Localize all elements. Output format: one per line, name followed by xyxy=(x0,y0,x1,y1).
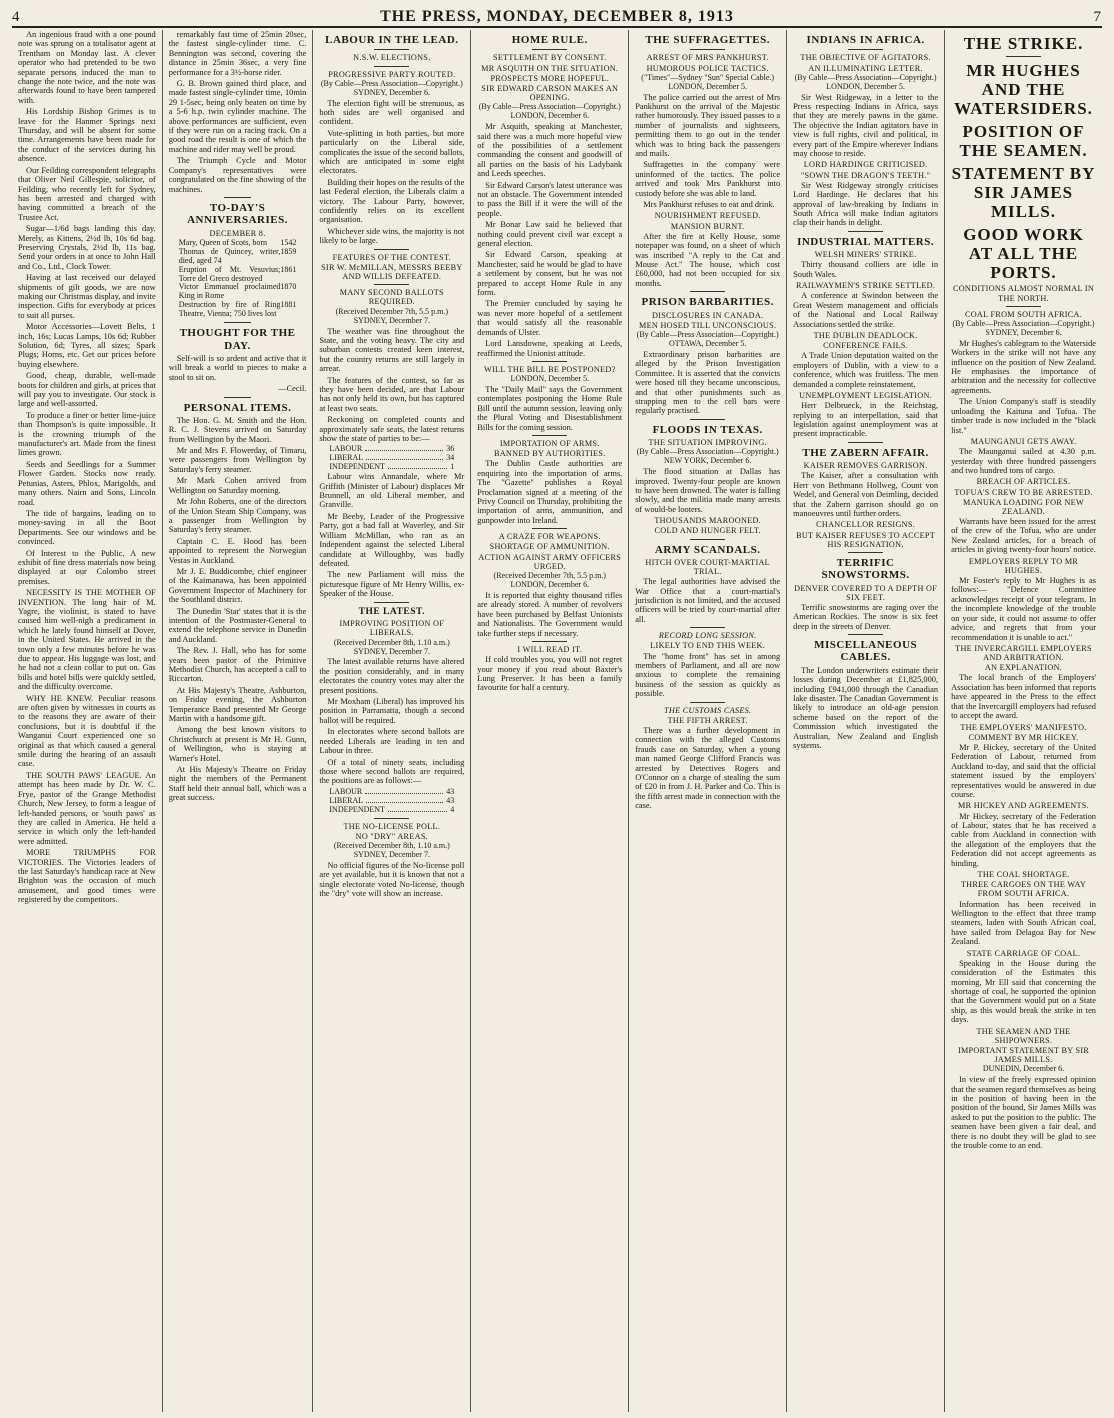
craze-subheading-2: ACTION AGAINST ARMY OFFICERS URGED. xyxy=(478,552,622,571)
breach-heading: BREACH OF ARTICLES. xyxy=(976,477,1071,487)
latest-table xyxy=(319,788,464,815)
railway-heading: RAILWAYMEN'S STRIKE SETTLED. xyxy=(795,281,936,291)
party-name: INDEPENDENT xyxy=(329,804,385,814)
column-5 xyxy=(629,30,787,1412)
zabern-subheading: KAISER REMOVES GARRISON. xyxy=(803,461,928,471)
leader-dots xyxy=(365,788,443,794)
zabern-text: The Kaiser, after a consultation with Herr von Bethmann Hollweg, Count von Wedel, and General von Deimling, decided that the Zabern garrison should go on manoeuvres until further orders. xyxy=(793,471,939,518)
article-paragraph: NECESSITY IS THE MOTHER OF INVENTION. The long hair of M. Yagre, the violinist, is stated to have caused him well-nigh a predicament in which he lately found himself at Dover, in the United States. He arrived in the town only a few minutes before he was due to appear. His luggage was lost, and he had not a clean collar to put on. Gas bills and hotel bills were quickly settled, and the difficulty overcome. xyxy=(18,588,156,692)
personal-heading: PERSONAL ITEMS. xyxy=(183,401,292,414)
anniversary-row xyxy=(169,248,307,266)
anniversary-row xyxy=(169,266,307,284)
coal-shortage-text: Information has been received in Wellington to the effect that three tramp steamers, laden with South African coal, have sailed from Delagoa Bay for New Zealand. xyxy=(951,899,1096,947)
mansion-text: After the fire at Kelly House, some notepaper was found, on a sheet of which was inscribed "A reply to the Cat and Mouse Act." The house, which cost £60,000, had not been occupied for six months. xyxy=(635,231,781,288)
record-subheading: LIKELY TO END THIS WEEK. xyxy=(650,641,766,651)
dateline: (By Cable—Press Association—Copyright.) SYDNEY, December 6. xyxy=(952,318,1095,337)
article-paragraph: At His Majesty's Theatre, Ashburton, on Friday evening, the Ashburton Temperance Band presented Mr George Martin with a handsome gift. xyxy=(168,685,307,724)
thought-author: —Cecil. xyxy=(278,384,307,394)
thousands-heading: THOUSANDS MAROONED. xyxy=(654,516,762,526)
ballots-paragraphs-2 xyxy=(319,472,464,598)
dateline: (By Cable—Press Association—Copyright.) LONDON, December 6. xyxy=(478,102,621,121)
dateline: LONDON, December 5. xyxy=(510,374,590,384)
hardinge-subheading: "SOWN THE DRAGON'S TEETH." xyxy=(800,170,931,180)
bill-heading: WILL THE BILL BE POSTPONED? xyxy=(484,364,616,374)
article-paragraph: Mr Mark Cohen arrived from Wellington on Saturday morning. xyxy=(168,476,307,495)
unemployment-text: Herr Delbrueck, in the Reichstag, replying to an interpellation, said that legislation against unemployment was at present impracticable. xyxy=(793,401,939,439)
customs-subheading: THE FIFTH ARREST. xyxy=(667,715,748,725)
article-paragraph: Of a total of ninety seats, including those where second ballots are required, the positions are as follows:— xyxy=(319,757,465,786)
anniversary-row xyxy=(169,301,307,319)
page-number-left: 4 xyxy=(12,9,21,25)
divider xyxy=(374,284,409,285)
prison-heading: PRISON BARBARITIES. xyxy=(641,296,774,309)
snowstorms-text: Terrific snowstorms are raging over the American Rockies. The snow is six feet deep in the streets of Denver. xyxy=(793,602,939,631)
snowstorms-subheading: DENVER COVERED TO A DEPTH OF SIX FEET. xyxy=(794,583,938,602)
nolicense-subheading: NO "DRY" AREAS. xyxy=(355,831,429,841)
dublin-text: A Trade Union deputation waited on the employers of Dublin, with a view to a conference, which was fruitless. The men demanded a complete reinstatement. xyxy=(793,351,939,389)
anniversary-event: Eruption of Mt. Vesuvius; Torre del Greco destroyed xyxy=(178,264,281,283)
article-paragraph: Seeds and Seedlings for a Summer Flower Garden. Stocks now ready. Petunias, Asters, Phlox, Marigolds, and many others. Nairn and Sons, Lincoln road. xyxy=(18,459,156,507)
article-paragraph: Among the best known visitors to Christchurch at present is Mr H. Gunn, of Wellington, who is staying at Warner's Hotel. xyxy=(168,725,307,763)
anniversary-event: Destruction by fire of Ring Theatre, Vienna; 750 lives lost xyxy=(178,300,281,319)
home-rule-subheading-4: SIR EDWARD CARSON MAKES AN OPENING. xyxy=(481,83,619,103)
indians-subheading: THE OBJECTIVE OF AGITATORS. xyxy=(800,53,931,63)
party-name: LIBERAL xyxy=(329,795,364,805)
latest-subheading: IMPROVING POSITION OF LIBERALS. xyxy=(339,619,445,638)
divider xyxy=(374,66,409,67)
dateline: ("Times"—Sydney "Sun" Special Cable.) LONDON, December 5. xyxy=(641,72,775,91)
article-paragraph: The Dunedin 'Star' states that it is the intention of the Postmaster-General to extend the telephone service in Dunedin and Auckland. xyxy=(168,606,307,644)
welsh-heading: WELSH MINERS' STRIKE. xyxy=(814,250,917,260)
misc-cables-heading: MISCELLANEOUS CABLES. xyxy=(814,639,918,664)
home-rule-subheading-3: PROSPECTS MORE HOPEFUL. xyxy=(490,73,610,83)
article-paragraph: His Lordship Bishop Grimes is to leave for the Hanmer Springs next Thursday, and will be absent for some time. Arrangements have been made for the conduct of the services during his absence. xyxy=(18,107,156,164)
dateline: DUNEDIN, December 6. xyxy=(982,1064,1065,1074)
article-paragraph: Reckoning on completed counts and approximately safe seats, the latest returns show the state of parties to be:— xyxy=(319,415,465,443)
divider xyxy=(690,49,725,50)
divider xyxy=(374,249,409,250)
labour-subheading-2: PROGRESSIVE PARTY ROUTED. xyxy=(328,69,456,79)
dateline: (Received December 7th, 5.5 p.m.) SYDNEY, December 7. xyxy=(335,306,449,325)
employers-text: Mr Foster's reply to Mr Hughes is as follows:— "Defence Committee acknowledges receipt of your telegram. In the incomplete knowledge of the trouble on your side, it could not assume to offer advice, and regrets that from your recommendation it is unable to act." xyxy=(951,576,1096,642)
article-paragraph: remarkably fast time of 25min 20sec, the fastest single-cylinder time. C. Bennington was second, covering the distance in 25min 36sec, a very fine performance for a 3½-horse rider. xyxy=(168,30,307,77)
craze-heading: A CRAZE FOR WEAPONS. xyxy=(498,532,601,542)
bill-text: The "Daily Mail" says the Government contemplates postponing the Home Rule Bill until the autumn session, leaving only the Plural Voting and Disestablishment Bills for the coming session. xyxy=(477,385,623,432)
hickey-heading: MR HICKEY AND AGREEMENTS. xyxy=(958,801,1089,811)
ballots-heading: MANY SECOND BALLOTS REQUIRED. xyxy=(339,288,444,307)
article-paragraph: Suffragettes in the company were uninformed of the tactics. The police arrived and took Mrs Pankhurst into custody before she was able to land. xyxy=(635,160,781,198)
divider xyxy=(224,397,252,398)
prison-text: Extraordinary prison barbarities are alleged by the Prison Investigation Committee. It is asserted that the convicts were hosed till they became unconscious, and that other punishments such as strapping men to the cell bars were regularly practised. xyxy=(635,349,781,416)
arms-text: The Dublin Castle authorities are enquiring into the importation of arms. The "Gazette" publishes a Royal Proclamation signed at a meeting of the Privy Council on Thursday, prohibiting the importation of arms, ammunition, and gunpowder into Ireland. xyxy=(477,459,623,525)
article-paragraph: Sir Edward Carson, speaking at Manchester, said he would be glad to have a settlement by consent, but he was not prepared to accept Home Rule in any form. xyxy=(477,250,623,298)
nolicense-heading: THE NO-LICENSE POLL. xyxy=(343,821,441,831)
article-paragraph: At His Majesty's Theatre on Friday night the members of the Permanent Staff held their annual ball, which was a great success. xyxy=(168,765,307,803)
divider xyxy=(532,641,567,642)
anniversary-row xyxy=(169,283,307,301)
article-paragraph: Captain C. E. Hood has been appointed to represent the Norwegian Vestas in Auckland. xyxy=(168,536,307,565)
manifesto-heading: THE EMPLOYERS' MANIFESTO. xyxy=(960,722,1087,732)
union-text: The Union Company's staff is steadily unloading the Kaituna and Tofua. The timber trade is now included in the "black list." xyxy=(951,397,1096,435)
zabern-heading: THE ZABERN AFFAIR. xyxy=(802,446,929,459)
seamen-heading: THE SEAMEN AND THE SHIPOWNERS. xyxy=(976,1026,1071,1045)
article-paragraph: Mr Beeby, Leader of the Progressive Party, got a bad fall at Waverley, and Sir William McMillan, who ran as an Independent against the selected Liberal candidate at Willoughby, was badly defeated. xyxy=(319,511,465,568)
labour-paragraphs xyxy=(319,99,464,246)
article-paragraph: Mr and Mrs F. Flowerday, of Timaru, were passengers from Wellington by Saturday's ferry steamer. xyxy=(168,446,307,474)
floods-subheading: THE SITUATION IMPROVING. xyxy=(648,438,767,448)
col2-paragraphs xyxy=(169,30,307,194)
army-text: The legal authorities have advised the War Office that a court-martial's jurisdiction is not limited, and the accused officers will be tried by court-martial after all. xyxy=(635,577,781,624)
thought-heading: THOUGHT FOR THE DAY. xyxy=(179,327,296,352)
party-name: INDEPENDENT xyxy=(329,462,385,472)
state-carriage-text: Speaking in the House during the consideration of the Estimates this morning, Mr Ell said that concerning the shortage of coal, he supported the opinion that the Government would put on a State ship, as this would break the strike in ten days. xyxy=(951,958,1096,1025)
article-paragraph: To produce a finer or better lime-juice than Thompson's is quite impossible. It is the crowning triumph of the manufacturer's art. Made from the finest limes grown. xyxy=(18,410,156,458)
article-paragraph: Good, cheap, durable, well-made boots for children and girls, at prices that will pay you to investigate. Our stock is large and well-assorted. xyxy=(18,371,156,409)
col1-paragraphs xyxy=(18,30,156,905)
column-6 xyxy=(787,30,945,1412)
leader-dots xyxy=(388,806,447,812)
dateline: (By Cable—Press Association—Copyright.) LONDON, December 5. xyxy=(794,72,937,91)
hickey-text: Mr Hickey, secretary of the Federation of Labour, states that he has received a cable from Auckland in connection with the allegation of the employers that the Federation did not accept agreements as binding. xyxy=(951,811,1096,868)
seamen-subheading: IMPORTANT STATEMENT BY SIR JAMES MILLS. xyxy=(957,1045,1090,1065)
record-text: The "home front" has set in among members of Parliament, and all are now anxious to complete the remaining business of the session as quickly as possible. xyxy=(635,651,781,699)
suffragettes-subheading-2: HUMOROUS POLICE TACTICS. xyxy=(646,63,769,73)
misc-cables-text: The London underwriters estimate their losses during December at £1,825,000, including £941,000 through the Canadian lake disaster. The Canadian Government is likely to introduce an old-age pension scheme based on the report of the Commission which investigated the Australian, New Zealand and English systems. xyxy=(793,665,939,750)
article-paragraph: The tide of bargains, leading on to money-saving in all the Boot Departments. See our windows and be convinced. xyxy=(18,508,156,547)
party-seats: 4 xyxy=(450,804,455,814)
latest-paragraphs xyxy=(319,657,464,785)
hardinge-heading: LORD HARDINGE CRITICISED. xyxy=(803,160,928,170)
article-paragraph: Vote-splitting in both parties, but more particularly on the Liberal side, complicates the issue of the second ballots, which are anticipated in some eight electorates. xyxy=(319,128,465,176)
indians-heading: INDIANS IN AFRICA. xyxy=(806,34,925,46)
divider xyxy=(690,539,725,540)
divider xyxy=(532,528,567,529)
article-paragraph: Mr Asquith, speaking at Manchester, said there was a much more hopeful view of the possibilities of a settlement commanding the consent and goodwill of all parties on the basis of his Ladybank and Leeds speeches. xyxy=(477,122,623,179)
divider xyxy=(532,361,567,362)
party-name: LABOUR xyxy=(329,786,363,796)
manuka-text: Warrants have been issued for the arrest of the crew of the Tofua, who are under New Zealand articles, for a breach of articles in giving twenty-four hours' notice. xyxy=(951,517,1096,555)
chancellor-heading: CHANCELLOR RESIGNS. xyxy=(816,520,916,530)
dateline: (Received December 8th, 1.10 a.m.) SYDNEY, December 7. xyxy=(333,840,450,859)
home-rule-paragraphs xyxy=(477,122,622,358)
state-carriage-heading: STATE CARRIAGE OF COAL. xyxy=(966,948,1081,958)
hardinge-text: Sir West Ridgeway strongly criticises Lord Hardinge. He declares that his approval of law-breaking by Indians in South Africa will make Indian agitators clap their hands in delight. xyxy=(793,180,939,228)
article-paragraph: Mr John Roberts, one of the directors of the Union Steam Ship Company, was a passenger from Wellington by Saturday's ferry steamer. xyxy=(168,497,307,535)
article-paragraph: Labour wins Annandale, where Mr Griffith (Minister of Labour) displaces Mr Brunnell, an old Liberal member, and Granville. xyxy=(319,472,465,510)
anniversaries-list xyxy=(169,239,307,320)
industrial-heading: INDUSTRIAL MATTERS. xyxy=(797,235,935,248)
floods-heading: FLOODS IN TEXAS. xyxy=(652,423,763,436)
column-4 xyxy=(471,30,629,1412)
thought-text: Self-will is so ardent and active that it will break a world to pieces to make a stool to sit on. xyxy=(168,353,307,382)
party-seats: 43 xyxy=(446,795,455,805)
divider xyxy=(224,322,252,323)
army-heading: ARMY SCANDALS. xyxy=(654,543,761,556)
anniversary-year: 1881 xyxy=(280,300,297,310)
latest-heading: THE LATEST. xyxy=(358,606,426,617)
divider xyxy=(532,49,567,50)
invercargill-text: The local branch of the Employers' Association has been informed that reports have appeared in the Press to the effect that the Invercargill employers had refused to accept the award. xyxy=(951,673,1096,721)
column-3 xyxy=(313,30,471,1412)
column-2 xyxy=(163,30,314,1412)
snowstorms-heading: TERRIFIC SNOWSTORMS. xyxy=(821,556,910,582)
home-rule-heading: HOME RULE. xyxy=(511,34,588,46)
prison-subheading-2: MEN HOSED TILL UNCONSCIOUS. xyxy=(639,320,777,330)
divider xyxy=(848,552,883,553)
dublin-subheading: CONFERENCE FAILS. xyxy=(823,341,909,351)
article-paragraph: WHY HE KNEW. Peculiar reasons are often given by witnesses in courts as to the reasons they are aware of their conclusions, but it is doubtful if the Wanganui Court experienced one so original as that which caused a general smile during the hearing of an assault case. xyxy=(18,693,156,769)
article-paragraph: The Hon. G. M. Smith and the Hon. R. C. J. Stevens arrived on Saturday from Wellington by the Maori. xyxy=(168,415,307,444)
article-paragraph: In electorates where second ballots are needed Liberals are leading in ten and Labour in three. xyxy=(319,727,465,756)
strike-subheading: MR HUGHES AND THE WATERSIDERS. xyxy=(954,61,1093,119)
party-name: LIBERAL xyxy=(329,453,364,463)
craze-subheading: SHORTAGE OF AMMUNITION. xyxy=(489,542,610,552)
article-paragraph: Whichever side wins, the majority is not likely to be large. xyxy=(319,226,465,246)
nolicense-text: No official figures of the No-license poll are yet available, but it is known that not a single electorate voted No-license, though the "dry" vote will show an increase. xyxy=(319,860,465,899)
article-paragraph: The election fight will be strenuous, as both sides are well organised and confident. xyxy=(319,98,465,127)
anniversary-event: Mary, Queen of Scots, born xyxy=(178,237,268,247)
anniversary-year: 1542 xyxy=(280,237,297,247)
article-paragraph: The new Parliament will miss the picturesque figure of Mr Henry Willis, ex-Speaker of the House. xyxy=(319,570,465,599)
divider xyxy=(224,197,252,198)
divider xyxy=(374,818,409,819)
coal-text: Mr Hughes's cablegram to the Waterside Workers in the strike will not have any influence on the position of New Zealand. He emphasises the importance of arbitration and the necessity for collective agreements. xyxy=(951,338,1096,395)
anniversaries-date: DECEMBER 8. xyxy=(209,228,266,238)
anniversary-year: 1859 xyxy=(280,246,297,256)
divider xyxy=(690,419,725,420)
party-seats: 1 xyxy=(450,462,455,472)
seamen-text: In view of the freely expressed opinion that the seamen regard themselves as being in the position of having been in the position of the bound, Sir James Mills was asked to put the position to the public. The seamen have been given a fair deal, and there is no doubt they will be glad to see the trouble come to an end. xyxy=(951,1075,1096,1151)
leader-dots xyxy=(366,797,443,803)
divider xyxy=(690,702,725,703)
maunganui-heading: MAUNGANUI GETS AWAY. xyxy=(970,436,1077,446)
suffragettes-heading: THE SUFFRAGETTES. xyxy=(645,34,770,46)
labour-heading: LABOUR IN THE LEAD. xyxy=(325,34,459,46)
article-paragraph: The Premier concluded by saying he was never more hopeful of a settlement that would satisfy all the reasonable demands of Ulster. xyxy=(477,299,623,337)
leader-dots xyxy=(388,463,447,469)
article-paragraph: The Triumph Cycle and Motor Company's representatives were congratulated on the fine showing of the machines. xyxy=(168,156,307,194)
party-row xyxy=(319,806,464,815)
customs-heading: THE CUSTOMS CASES. xyxy=(664,705,752,715)
home-rule-subheading: SETTLEMENT BY CONSENT. xyxy=(492,53,607,63)
dateline: (By Cable—Press Association—Copyright.) NEW YORK, December 6. xyxy=(636,447,779,466)
invercargill-heading: THE INVERCARGILL EMPLOYERS AND ARBITRATION. xyxy=(955,643,1092,663)
strike-subheading-2: POSITION OF THE SEAMEN. xyxy=(959,122,1088,161)
divider xyxy=(848,442,883,443)
cold-heading: COLD AND HUNGER FELT. xyxy=(654,526,761,536)
article-paragraph: Of Interest to the Public. A new exhibit of fine dress materials now being displayed at our Colombo street premises. xyxy=(18,548,156,586)
suffragettes-subheading: ARREST OF MRS PANKHURST. xyxy=(646,53,769,63)
suffragettes-paragraphs xyxy=(635,93,780,210)
dublin-heading: THE DUBLIN DEADLOCK. xyxy=(813,330,918,340)
arms-heading: IMPORTATION OF ARMS. xyxy=(499,439,600,449)
article-paragraph: The weather was fine throughout the State, and the voting heavy. The city and suburban contests created keen interest, but the country returns are still largely in arrear. xyxy=(319,326,465,374)
article-paragraph: Mr J. E. Buddicombe, chief engineer of the Kaimanawa, has been appointed Government Inspector of Machinery for the Southland district. xyxy=(168,566,307,605)
anniversary-event: Victor Emmanuel proclaimed King in Rome xyxy=(178,282,281,301)
read-it-heading: I WILL READ IT. xyxy=(517,644,583,654)
article-paragraph: THE SOUTH PAWS' LEAGUE. An attempt has been made by Dr. W. C. Frye, pastor of the Grange Methodist Church, New Jersey, to form a league of left-handed persons, or 'south paws' as they are called in America. He held a service in which only the left-handed were admitted. xyxy=(18,770,156,846)
personal-paragraphs xyxy=(169,416,307,803)
floods-text: The flood situation at Dallas has improved. Twenty-four people are known to have been drowned. The water is falling slowly, and the militia made many arrests of would-be looters. xyxy=(635,467,781,514)
divider xyxy=(690,627,725,628)
dateline: (By Cable—Press Association—Copyright.) OTTAWA, December 5. xyxy=(636,329,779,348)
article-paragraph: Having at last received our delayed shipments of gilt goods, we are now making our Christmas display, and invite inspection. Gifts for everybody at prices to suit all purses. xyxy=(18,273,156,320)
anniversaries-heading: TO-DAY'S ANNIVERSARIES. xyxy=(187,201,288,227)
page-number-right: 7 xyxy=(1093,9,1102,25)
strike-subheading-3: STATEMENT BY SIR JAMES MILLS. xyxy=(951,164,1096,222)
columns xyxy=(12,30,1102,1412)
article-paragraph: Mrs Pankhurst refuses to eat and drink. xyxy=(643,200,775,210)
divider xyxy=(1006,56,1041,57)
article-paragraph: The Rev. J. Hall, who has for some years been pastor of the Primitive Methodist Church, has accepted a call to Riccarton. xyxy=(168,646,307,684)
article-paragraph: The latest available returns have altered the position considerably, and in many electorates the country votes may alter the present positions. xyxy=(319,657,465,695)
record-heading: RECORD LONG SESSION. xyxy=(658,631,757,641)
divider xyxy=(848,634,883,635)
divider xyxy=(374,602,409,603)
leader-dots xyxy=(365,445,443,451)
indians-text: Sir West Ridgeway, in a letter to the Press respecting Indians in Africa, says that they are merely pawns in the game. The objective the Indian agitators have in view is full rights, civil and political, in every part of the Empire wherever Indians may choose to reside. xyxy=(793,92,939,159)
dateline: (Received December 8th, 1.10 a.m.) SYDNEY, December 7. xyxy=(333,637,450,656)
newspaper-title: THE PRESS, MONDAY, DECEMBER 8, 1913 xyxy=(380,8,734,25)
party-name: LABOUR xyxy=(329,444,363,454)
craze-text: It is reported that eighty thousand rifles are already stored. A number of revolvers have been purchased by Belfast Unionists and Nationalists. The Government would take further steps if necessary. xyxy=(477,590,623,638)
anniversary-year: 1870 xyxy=(280,282,297,292)
leader-dots xyxy=(366,454,443,460)
party-table xyxy=(319,445,464,472)
article-paragraph: The features of the contest, so far as they have been decided, are that Labour has not only held its own, but has captured at least two seats. xyxy=(319,375,465,413)
divider xyxy=(848,49,883,50)
coal-shortage-subheading: THREE CARGOES ON THE WAY FROM SOUTH AFRICA. xyxy=(960,880,1087,899)
article-paragraph: Sir Edward Carson's latest utterance was not an obstacle. The Government intended to pass the Bill if it were the will of the people. xyxy=(477,180,623,218)
divider xyxy=(848,231,883,232)
employers-heading: EMPLOYERS REPLY TO MR HUGHES. xyxy=(968,556,1079,575)
masthead xyxy=(12,4,1102,28)
divider xyxy=(690,291,725,292)
article-paragraph: The police carried out the arrest of Mrs Pankhurst on the arrival of the Majestic rather humorously. They issued passes to a number of journalists and sightseers, permitting them to go out in the tender which was to bring back the passengers and mails. xyxy=(635,92,781,159)
read-it-text: If cold troubles you, you will not regret your money if you read about Baxter's Lung Preserver. It has been a family favourite for half a century. xyxy=(477,655,623,693)
article-paragraph: G. B. Brown gained third place, and made fastest single-cylinder time, 10min 29 1-5sec, being only beaten on time by a 5-6 h.p. twin cylinder machine. The above performances are sufficient, even if they were run on a racing track. On a good road the result is one of which the machine and rider may well be proud. xyxy=(168,79,307,154)
party-seats: 34 xyxy=(446,453,455,463)
coal-heading: COAL FROM SOUTH AFRICA. xyxy=(964,309,1083,319)
tofua-heading: TOFUA'S CREW TO BE ARRESTED. xyxy=(954,487,1093,497)
party-row xyxy=(319,463,464,472)
nourishment-heading: NOURISHMENT REFUSED. xyxy=(654,211,761,221)
party-seats: 36 xyxy=(446,444,455,454)
divider xyxy=(532,435,567,436)
anniversary-year: 1861 xyxy=(280,264,297,274)
chancellor-subheading: BUT KAISER REFUSES TO ACCEPT HIS RESIGNATION. xyxy=(796,530,936,549)
article-paragraph: Our Feilding correspondent telegraphs that Oliver Neil Gillespie, solicitor, of Feilding, who recently left for Sydney, has been arrested and charged with having committed a breach of the Trustee Act. xyxy=(18,165,156,222)
column-1 xyxy=(12,30,163,1412)
article-paragraph: An ingenious fraud with a one pound note was sprung on a totalisator agent at Trentham on Monday last. A clever operator who had pretended to be two separate persons induced the man to change the note twice, and the note was afterwards found to have been tampered with. xyxy=(18,30,156,105)
features-subheading: SIR W. McMILLAN, MESSRS BEEBY AND WILLIS DEFEATED. xyxy=(321,262,463,282)
anniversary-event: Thomas de Quincey, writer, died, aged 74 xyxy=(178,246,281,265)
strike-heading: THE STRIKE. xyxy=(963,34,1084,53)
strike-subheading-5: CONDITIONS ALMOST NORMAL IN THE NORTH. xyxy=(952,284,1095,303)
arms-subheading: BANNED BY AUTHORITIES. xyxy=(493,449,606,459)
invercargill-subheading: AN EXPLANATION. xyxy=(984,663,1063,673)
dateline: (By Cable—Press Association—Copyright.) SYDNEY, December 6. xyxy=(320,78,463,97)
ballots-paragraphs xyxy=(319,327,464,444)
army-subheading: HITCH OVER COURT-MARTIAL TRIAL. xyxy=(645,557,770,577)
manifesto-text: Mr P. Hickey, secretary of the United Federation of Labour, returned from Auckland to-day, and said that the official statement issued by the employers' representatives would be answered in due course. xyxy=(951,742,1096,799)
article-paragraph: Mr Moxham (Liberal) has improved his position in Parramatta, though a second ballot will be required. xyxy=(319,697,465,725)
article-paragraph: Mr Bonar Law said he believed that nothing could prevent civil war except a general election. xyxy=(477,220,623,249)
mansion-heading: MANSION BURNT. xyxy=(670,221,745,231)
railway-text: A conference at Swindon between the Great Western management and officials of the National and Local Railway Associations settled the strike. xyxy=(793,291,939,329)
unemployment-heading: UNEMPLOYMENT LEGISLATION. xyxy=(799,390,933,400)
maunganui-text: The Maunganui sailed at 4.30 p.m. yesterday with three hundred passengers and two hundred tons of cargo. xyxy=(951,447,1096,475)
divider xyxy=(374,49,409,50)
home-rule-subheading-2: MR ASQUITH ON THE SITUATION. xyxy=(481,63,619,73)
dateline: (Received December 7th, 5.5 p.m.) LONDON, December 6. xyxy=(493,571,606,589)
divider xyxy=(1006,306,1041,307)
article-paragraph: Sugar—1/6d bags landing this day. Merely, as Kittens, 2½d lb, 10s 6d bag. Preserving Crystals, 2½d lb, 11s bag. Send your orders in at once to John Hall and Co., Ltd., Clock Tower. xyxy=(18,224,156,271)
features-heading: FEATURES OF THE CONTEST. xyxy=(332,252,452,262)
manuka-heading: MANUKA LOADING FOR NEW ZEALAND. xyxy=(963,497,1085,516)
coal-shortage-heading: THE COAL SHORTAGE. xyxy=(977,869,1070,879)
strike-subheading-4: GOOD WORK AT ALL THE PORTS. xyxy=(963,225,1084,283)
welsh-text: Thirty thousand colliers are idle in South Wales. xyxy=(793,260,939,279)
article-paragraph: Motor Accessories—Lovett Belts, 1 inch, 16s; Lucas Lamps, 10s 6d; Rubber Solution, 6d; Tyres, all sizes; Spark Plugs; Horns, etc. Get our prices before buying elsewhere. xyxy=(18,322,156,369)
article-paragraph: MORE TRIUMPHS FOR VICTORIES. The Victories leaders of the last Saturday's handicap race at New Brighton was the occasion of much amusement, and good times were registered by the competitors. xyxy=(18,848,156,905)
prison-subheading: DISCLOSURES IN CANADA. xyxy=(651,310,764,320)
manifesto-subheading: COMMENT BY MR HICKEY. xyxy=(968,732,1079,742)
article-paragraph: Building their hopes on the results of the last Federal election, the Liberals claim a victory. The Labour Party, however, confidently relies on its excellent organisation. xyxy=(319,177,465,225)
article-paragraph: Lord Lansdowne, speaking at Leeds, reaffirmed the Unionist attitude. xyxy=(477,339,623,358)
indians-subheading-2: AN ILLUMINATING LETTER. xyxy=(808,63,923,73)
customs-text: There was a further development in connection with the alleged Customs frauds case on Saturday, when a young man named George Clifford Francis was arrested by Detectives Rogers and O'Connor on a charge of stealing the sum of £20 in from J. H. Parker and Co. This is the fifth arrest made in connection with the case. xyxy=(635,726,781,811)
column-7 xyxy=(945,30,1102,1412)
party-seats: 43 xyxy=(446,786,455,796)
labour-subheading: N.S.W. ELECTIONS. xyxy=(353,53,431,63)
